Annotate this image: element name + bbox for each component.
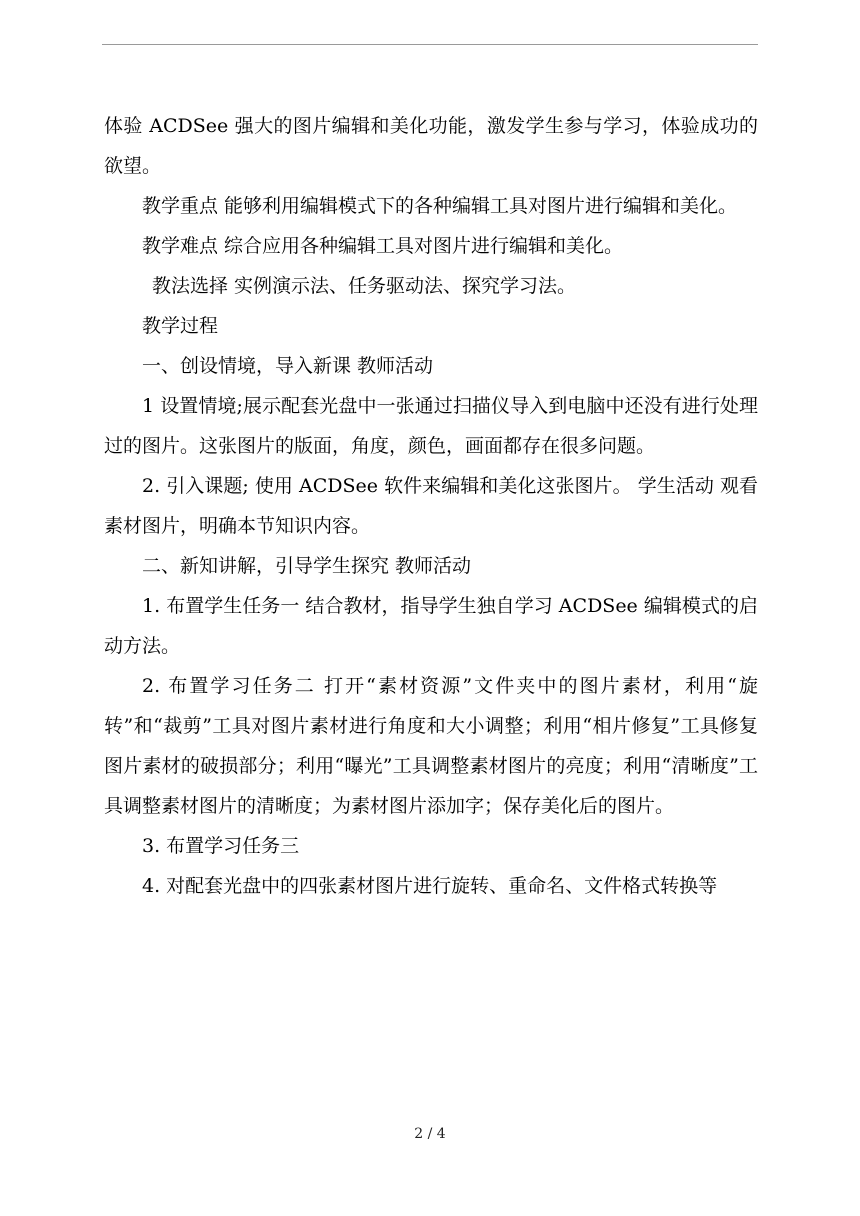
paragraph-key-points: 教学重点 能够利用编辑模式下的各种编辑工具对图片进行编辑和美化。 (142, 195, 738, 217)
heading-section-one: 一、创设情境，导入新课 教师活动 (142, 355, 434, 377)
document-body (104, 106, 758, 906)
page-number: 2 / 4 (414, 1126, 446, 1142)
paragraph-task-2: 2. 布置学习任务二 打开“素材资源”文件夹中的图片素材，利用“旋转”和“裁剪”工具对图片素材进行角度和大小调整；利用“相片修复”工具修复图片素材的破损部分；利用“曝光”工具调整素材图片的亮度；利用“清晰度”工具调整素材图片的清晰度；为素材图片添加字；保存美化后的图片。 (104, 675, 758, 817)
heading-section-two: 二、新知讲解，引导学生探究 教师活动 (142, 555, 472, 577)
header-rule (102, 44, 758, 45)
paragraph-methods: 教法选择 实例演示法、任务驱动法、探究学习法。 (152, 275, 577, 297)
heading-teaching-process: 教学过程 (142, 315, 219, 337)
paragraph-item-2: 2. 引入课题; 使用 ACDSee 软件来编辑和美化这张图片。 学生活动 观看素材图片，明确本节知识内容。 (104, 475, 758, 537)
paragraph-goal-continued: 体验 ACDSee 强大的图片编辑和美化功能，激发学生参与学习，体验成功的欲望。 (104, 115, 758, 177)
paragraph-item-1: 1 设置情境;展示配套光盘中一张通过扫描仪导入到电脑中还没有进行处理过的图片。这张图片的版面，角度，颜色，画面都存在很多问题。 (104, 395, 758, 457)
paragraph-difficulties: 教学难点 综合应用各种编辑工具对图片进行编辑和美化。 (142, 235, 624, 257)
paragraph-task-3: 3. 布置学习任务三 (142, 835, 300, 857)
paragraph-task-4: 4. 对配套光盘中的四张素材图片进行旋转、重命名、文件格式转换等 (142, 875, 718, 897)
paragraph-task-1: 1. 布置学生任务一 结合教材，指导学生独自学习 ACDSee 编辑模式的启动方法。 (104, 595, 758, 657)
